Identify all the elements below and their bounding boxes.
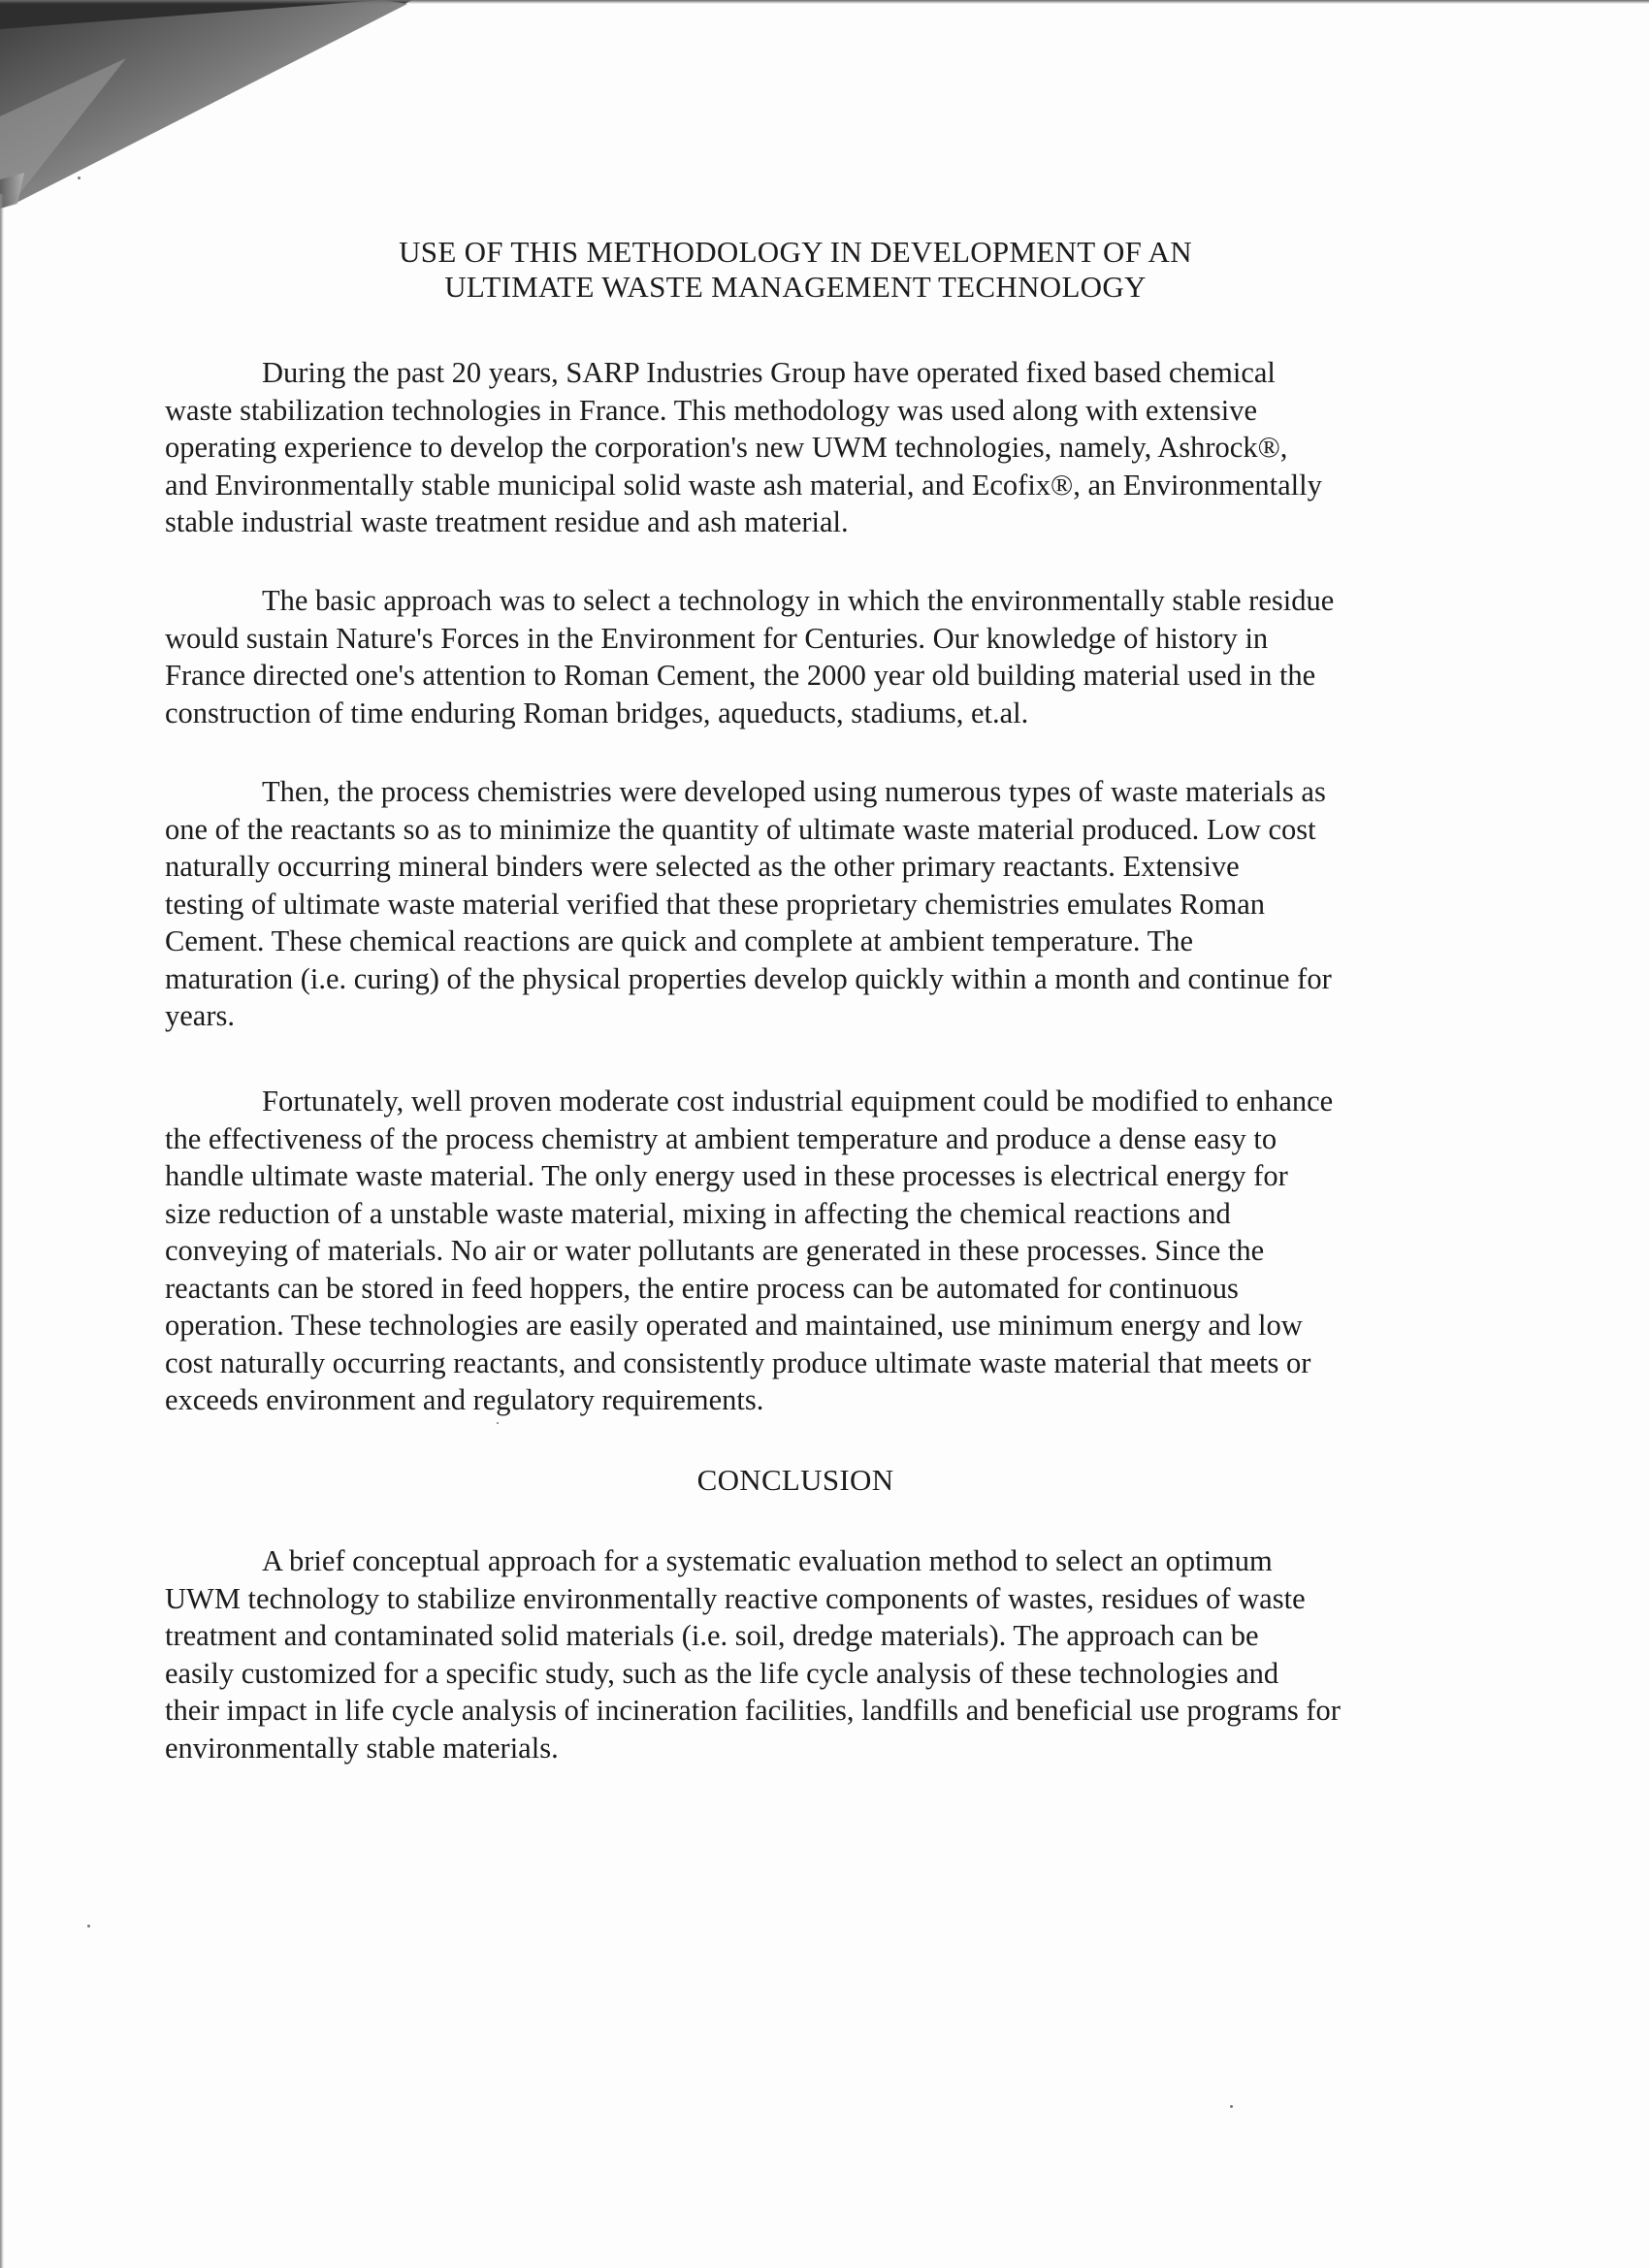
title-line-2: ULTIMATE WASTE MANAGEMENT TECHNOLOGY [444, 270, 1147, 304]
paragraph-line: UWM technology to stabilize environmentally reactive components of wastes, residues of waste [165, 1581, 1306, 1615]
paragraph-line: waste stabilization technologies in France. This methodology was used along with extensive [165, 393, 1258, 427]
paragraph-line: and Environmentally stable municipal solid waste ash material, and Ecofix®, an Environmentally [165, 468, 1322, 502]
paragraph-line: stable industrial waste treatment residue and ash material. [165, 505, 849, 538]
paragraph-line: operation. These technologies are easily operated and maintained, use minimum energy and low [165, 1309, 1303, 1342]
paragraph-line: The basic approach was to select a technology in which the environmentally stable residue [262, 584, 1335, 617]
paragraph-line: treatment and contaminated solid materials (i.e. soil, dredge materials). The approach can be [165, 1619, 1259, 1652]
title-line-1: USE OF THIS METHODOLOGY IN DEVELOPMENT OF AN [399, 235, 1192, 269]
paragraph-line: would sustain Nature's Forces in the Environment for Centuries. Our knowledge of history in [165, 621, 1269, 655]
scan-speck [1230, 2105, 1233, 2108]
paragraph-line: one of the reactants so as to minimize the quantity of ultimate waste material produced. Low cost [165, 812, 1316, 846]
paragraph-line: France directed one's attention to Roman Cement, the 2000 year old building material used in the [165, 659, 1316, 692]
paragraph-line: construction of time enduring Roman bridges, aqueducts, stadiums, et.al. [165, 696, 1029, 729]
paragraph-4 [165, 1083, 1436, 1419]
paragraph-line: reactants can be stored in feed hoppers, the entire process can be automated for continuous [165, 1271, 1239, 1305]
paragraph-line: exceeds environment and regulatory requirements. [165, 1383, 764, 1416]
paragraph-line: testing of ultimate waste material verified that these proprietary chemistries emulates Roman [165, 887, 1266, 921]
paragraph-line: cost naturally occurring reactants, and consistently produce ultimate waste material that meets or [165, 1345, 1311, 1379]
paragraph-line: During the past 20 years, SARP Industries Group have operated fixed based chemical [262, 356, 1276, 389]
conclusion-heading: CONCLUSION [696, 1463, 894, 1497]
paragraph-line: their impact in life cycle analysis of incineration facilities, landfills and beneficial use programs for [165, 1694, 1341, 1727]
page-title [242, 235, 1348, 305]
paragraph-line: operating experience to develop the corporation's new UWM technologies, namely, Ashrock®, [165, 431, 1288, 464]
paragraph-line: size reduction of a unstable waste material, mixing in affecting the chemical reactions and [165, 1196, 1231, 1230]
paragraph-line: easily customized for a specific study, such as the life cycle analysis of these technologies and [165, 1656, 1279, 1690]
paragraph-1 [165, 354, 1436, 541]
paragraph-line: the effectiveness of the process chemistry at ambient temperature and produce a dense easy to [165, 1121, 1277, 1155]
paragraph-line: Cement. These chemical reactions are quick and complete at ambient temperature. The [165, 924, 1193, 957]
paragraph-line: handle ultimate waste material. The only energy used in these processes is electrical energy for [165, 1159, 1288, 1192]
paragraph-line: Then, the process chemistries were developed using numerous types of waste materials as [262, 775, 1326, 808]
scan-speck [87, 1925, 90, 1928]
scan-speck [78, 177, 81, 179]
paragraph-3 [165, 773, 1436, 1035]
left-scan-edge [0, 194, 4, 2268]
paragraph-2 [165, 582, 1436, 731]
paragraph-line: environmentally stable materials. [165, 1731, 559, 1765]
paragraph-line: years. [165, 999, 235, 1032]
scan-speck [497, 1422, 499, 1424]
paragraph-line: naturally occurring mineral binders were selected as the other primary reactants. Extensive [165, 850, 1240, 883]
paragraph-line: maturation (i.e. curing) of the physical properties develop quickly within a month and continue for [165, 961, 1332, 995]
conclusion-paragraph [165, 1542, 1436, 1766]
top-scan-edge [0, 0, 1649, 4]
paragraph-line: A brief conceptual approach for a systematic evaluation method to select an optimum [262, 1544, 1273, 1577]
folded-corner [0, 0, 417, 223]
paragraph-line: Fortunately, well proven moderate cost industrial equipment could be modified to enhance [262, 1085, 1334, 1118]
paragraph-line: conveying of materials. No air or water pollutants are generated in these processes. Since the [165, 1234, 1265, 1267]
